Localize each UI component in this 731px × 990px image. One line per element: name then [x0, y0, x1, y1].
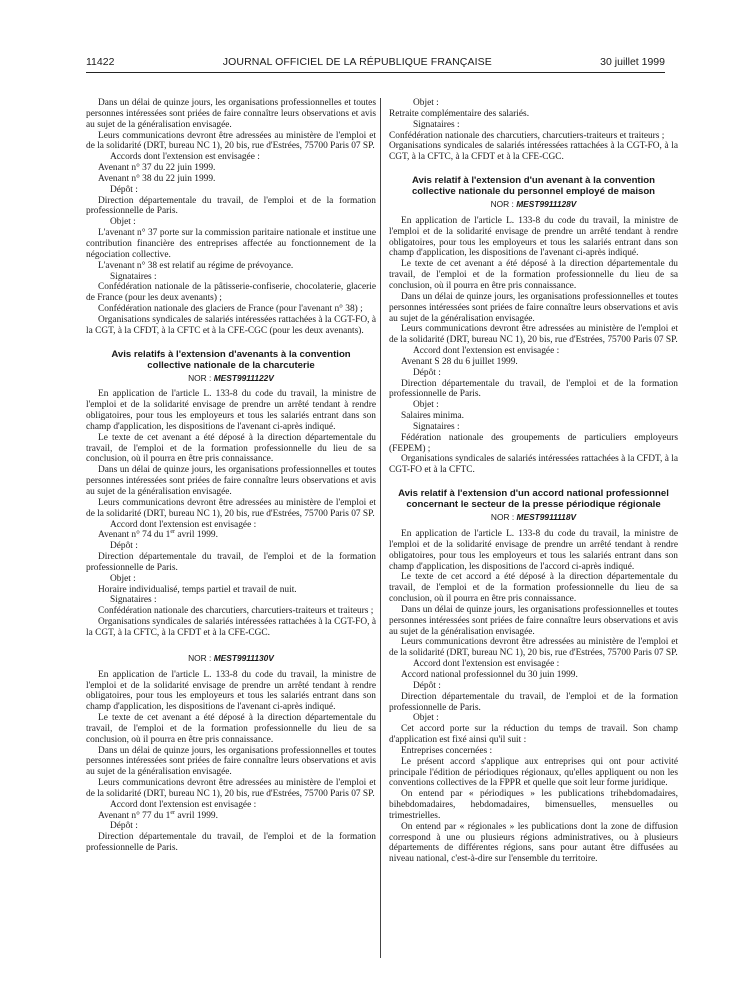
paragraph: Le texte de cet accord a été déposé à la direction départementale du travail, de l'emploi et de la formation professionnelle du lieu de sa conclusion, où il pourra en être pris connaissance. — [389, 572, 678, 605]
depot-label: Dépôt : — [413, 680, 441, 691]
nor-reference — [86, 373, 376, 384]
paragraph: Dans un délai de quinze jours, les organisations professionnelles et toutes personnes intéressées sont priées de faire connaître leurs observations et avis au sujet de la généralisation envisagée. — [86, 745, 376, 778]
paragraph: En application de l'article L. 133-8 du code du travail, la ministre de l'emploi et de la solidarité envisage de prendre un arrêté tendant à rendre obligatoires, pour tous les employeurs et tous les salariés entrant dans son champ d'application, les dispositions de l'avenant ci-après indiqué. — [389, 215, 678, 259]
paragraph: Direction départementale du travail, de l'emploi et de la formation professionnelle de Paris. — [86, 552, 376, 573]
objet-label: Objet : — [110, 217, 136, 228]
nor-label: NOR : — [188, 372, 212, 383]
section-heading: Avis relatif à l'extension d'un accord national professionnel concernant le secteur de la presse périodique régionale — [398, 488, 669, 511]
paragraph: L'avenant n° 38 est relatif au régime de prévoyance. — [98, 260, 294, 271]
nor-code: MEST9911122V — [213, 372, 274, 383]
paragraph: L'avenant n° 37 porte sur la commission paritaire nationale et institue une contribution financière des entreprises affectée au fonctionnement de la négociation collective. — [86, 228, 376, 260]
nor-code: MEST9911118V — [516, 512, 577, 523]
avenant-line — [86, 530, 376, 541]
avenant-text: Avenant n° 74 du 1 — [98, 530, 171, 541]
objet-label: Objet : — [413, 400, 439, 411]
paragraph: Le présent accord s'applique aux entreprises qui ont pour activité principale l'édition de périodiques régionaux, qu'elles appliquent ou non les conventions collectives de la FPPR et quelle que soit leur forme juridique. — [389, 756, 678, 789]
paragraph: Cet accord porte sur la réduction du temps de travail. Son champ d'application est fixé ainsi qu'il suit : — [389, 724, 678, 746]
paragraph: Fédération nationale des groupements de particuliers employeurs (FEPEM) ; — [389, 432, 678, 454]
paragraph: Dans un délai de quinze jours, les organisations professionnelles et toutes personnes intéressées sont priées de faire connaître leurs observations et avis au sujet de la généralisation envisagée. — [389, 291, 678, 324]
column-divider — [380, 98, 381, 958]
paragraph: En application de l'article L. 133-8 du code du travail, la ministre de l'emploi et de la solidarité envisage de prendre un arrêté tendant à rendre obligatoires, pour tous les employeurs et tous les salariés entrant dans son champ d'application, les dispositions de l'avenant ci-après indiqué. — [86, 669, 376, 713]
paragraph: Direction départementale du travail, de l'emploi et de la formation professionnelle de Paris. — [389, 378, 678, 400]
paragraph: Le texte de cet avenant a été déposé à la direction départementale du travail, de l'emploi et de la formation professionnelle du lieu de sa conclusion, où il pourra en être pris connaissance. — [86, 432, 376, 465]
avenant-text: Avenant n° 77 du 1 — [98, 810, 171, 821]
ordinal-sup: er — [170, 529, 175, 536]
right-column — [389, 98, 678, 958]
paragraph: Le texte de cet avenant a été déposé à la direction départementale du travail, de l'emploi et de la formation professionnelle du lieu de sa conclusion, où il pourra en être pris connaissance. — [389, 259, 678, 291]
objet-label: Objet : — [110, 573, 136, 584]
entreprises-label: Entreprises concernées : — [401, 745, 493, 756]
header-rule — [86, 72, 665, 73]
paragraph: On entend par « régionales » les publications dont la zone de diffusion correspond à une ou plusieurs régions administratives, ou à plusieurs départements de différentes régions, sans pour autant être diffusées au niveau national, c'est-à-dire sur l'ensemble du territoire. — [389, 821, 678, 865]
signataires-label: Signataires : — [413, 421, 460, 432]
paragraph: Direction départementale du travail, de l'emploi et de la formation professionnelle de Paris. — [86, 195, 376, 217]
avenant-line: Accord national professionnel du 30 juin 1999. — [401, 669, 578, 680]
paragraph: Le texte de cet avenant a été déposé à la direction départementale du travail, de l'emploi et de la formation professionnelle du lieu de sa conclusion, où il pourra en être pris connaissance. — [86, 713, 376, 745]
paragraph: Organisations syndicales de salariés intéressées rattachées à la CGT-FO, à la CGT, à la CFTC, à la CFDT et à la CFE-CGC. — [86, 617, 376, 638]
accord-label: Accords dont l'extension est envisagée : — [110, 152, 260, 163]
paragraph: En application de l'article L. 133-8 du code du travail, la ministre de l'emploi et de la solidarité envisage de prendre un arrêté tendant à rendre obligatoires, pour tous les employeurs et tous les salariés entrant dans son champ d'application, les dispositions de l'accord ci-après indiqué. — [389, 529, 678, 572]
paragraph: Dans un délai de quinze jours, les organisations professionnelles et toutes personnes intéressées sont priées de faire connaître leurs observations et avis au sujet de la généralisation envisagée. — [389, 604, 678, 637]
paragraph: Confédération nationale des charcutiers, charcutiers-traiteurs et traiteurs ; — [389, 130, 665, 141]
depot-label: Dépôt : — [110, 184, 138, 195]
avenant-line: Avenant S 28 du 6 juillet 1999. — [401, 356, 518, 367]
objet-label: Objet : — [413, 713, 439, 724]
objet-label: Objet : — [413, 98, 439, 108]
avenant-date: avril 1999. — [174, 810, 218, 821]
paragraph: Direction départementale du travail, de l'emploi et de la formation professionnelle de Paris. — [389, 691, 678, 713]
paragraph: Organisations syndicales de salariés intéressées rattachées à la CGT-FO, à la CGT, à la CFDT, à la CFTC et à la CFE-CGC (pour les deux avenants). — [86, 314, 376, 336]
paragraph: Leurs communications devront être adressées au ministère de l'emploi et de la solidarité (DRT, bureau NC 1), 20 bis, rue d'Estrées, 75700 Paris 07 SP. — [389, 324, 678, 346]
paragraph: Organisations syndicales de salariés intéressées rattachées à la CFDT, à la CGT-FO et à la CFTC. — [389, 454, 678, 476]
signataires-label: Signataires : — [110, 595, 157, 606]
accord-label: Accord dont l'extension est envisagée : — [110, 799, 257, 810]
paragraph: Dans un délai de quinze jours, les organisations professionnelles et toutes personnes intéressées sont priées de faire connaître leurs observations et avis au sujet de la généralisation envisagée. — [86, 465, 376, 497]
paragraph: On entend par « périodiques » les publications trihebdomadaires, bihebdomadaires, hebdomadaires, bimensuelles, mensuelles ou trimestrielles. — [389, 789, 678, 821]
paragraph: Confédération nationale des charcutiers, charcutiers-traiteurs et traiteurs ; — [98, 606, 374, 617]
ordinal-sup: er — [170, 809, 175, 816]
paragraph: Retraite complémentaire des salariés. — [389, 108, 530, 119]
paragraph: Organisations syndicales de salariés intéressées rattachées à la CGT-FO, à la CGT, à la CFTC, à la CFDT et à la CFE-CGC. — [389, 141, 678, 163]
nor-code: MEST9911128V — [516, 199, 577, 210]
nor-label: NOR : — [490, 512, 515, 523]
nor-reference — [389, 199, 678, 210]
paragraph: Leurs communications devront être adressées au ministère de l'emploi et de la solidarité (DRT, bureau NC 1), 20 bis, rue d'Estrées, 75700 Paris 07 SP. — [86, 497, 376, 519]
paragraph: Direction départementale du travail, de l'emploi et de la formation professionnelle de Paris. — [86, 832, 376, 854]
section-heading: Avis relatif à l'extension d'un avenant à la convention collective nationale du personnel employé de maison — [411, 175, 656, 198]
nor-reference — [86, 653, 376, 664]
avenant-line — [86, 811, 376, 822]
paragraph: Leurs communications devront être adressées au ministère de l'emploi et de la solidarité (DRT, bureau NC 1), 20 bis, rue d'Estrées, 75700 Paris 07 SP. — [86, 778, 376, 799]
issue-date: 30 juillet 1999 — [600, 56, 665, 68]
accord-label: Accord dont l'extension est envisagée : — [110, 519, 257, 530]
accord-label: Accord dont l'extension est envisagée : — [413, 659, 560, 670]
avenant-line: Avenant n° 37 du 22 juin 1999. — [98, 163, 216, 174]
paragraph: Salaires minima. — [401, 411, 465, 422]
paragraph: Leurs communications devront être adressées au ministère de l'emploi et de la solidarité (DRT, bureau NC 1), 20 bis, rue d'Estrées, 75700 Paris 07 SP. — [389, 637, 678, 659]
accord-label: Accord dont l'extension est envisagée : — [413, 346, 560, 357]
paragraph: En application de l'article L. 133-8 du code du travail, la ministre de l'emploi et de la solidarité envisage de prendre un arrêté tendant à rendre obligatoires, pour tous les employeurs et tous les salariés entrant dans son champ d'application, les dispositions de l'avenant ci-après indiqué. — [86, 389, 376, 432]
page-number: 11422 — [86, 56, 115, 68]
nor-code: MEST9911130V — [213, 652, 274, 663]
depot-label: Dépôt : — [413, 367, 441, 378]
depot-label: Dépôt : — [110, 541, 138, 552]
paragraph: Dans un délai de quinze jours, les organisations professionnelles et toutes personnes intéressées sont priées de faire connaître leurs observations et avis au sujet de la généralisation envisagée. — [86, 98, 376, 130]
signataires-label: Signataires : — [110, 271, 157, 282]
avenant-date: avril 1999. — [174, 530, 218, 541]
page-header — [86, 54, 665, 70]
paragraph: Confédération nationale de la pâtisserie-confiserie, chocolaterie, glacerie de France (pour les deux avenants) ; — [86, 282, 376, 304]
nor-label: NOR : — [490, 199, 514, 210]
paragraph: Leurs communications devront être adressées au ministère de l'emploi et de la solidarité (DRT, bureau NC 1), 20 bis, rue d'Estrées, 75700 Paris 07 SP. — [86, 130, 376, 152]
section-heading: Avis relatifs à l'extension d'avenants à la convention collective nationale de la charcuterie — [111, 348, 351, 371]
avenant-line: Avenant n° 38 du 22 juin 1999. — [98, 173, 216, 184]
nor-reference — [389, 512, 678, 523]
paragraph: Horaire individualisé, temps partiel et travail de nuit. — [98, 584, 297, 595]
left-column — [86, 98, 376, 958]
paragraph: Confédération nationale des glaciers de France (pour l'avenant n° 38) ; — [98, 304, 363, 315]
nor-label: NOR : — [188, 652, 212, 663]
journal-title: JOURNAL OFFICIEL DE LA RÉPUBLIQUE FRANÇAISE — [222, 56, 492, 68]
depot-label: Dépôt : — [110, 821, 138, 832]
signataires-label: Signataires : — [413, 119, 460, 130]
